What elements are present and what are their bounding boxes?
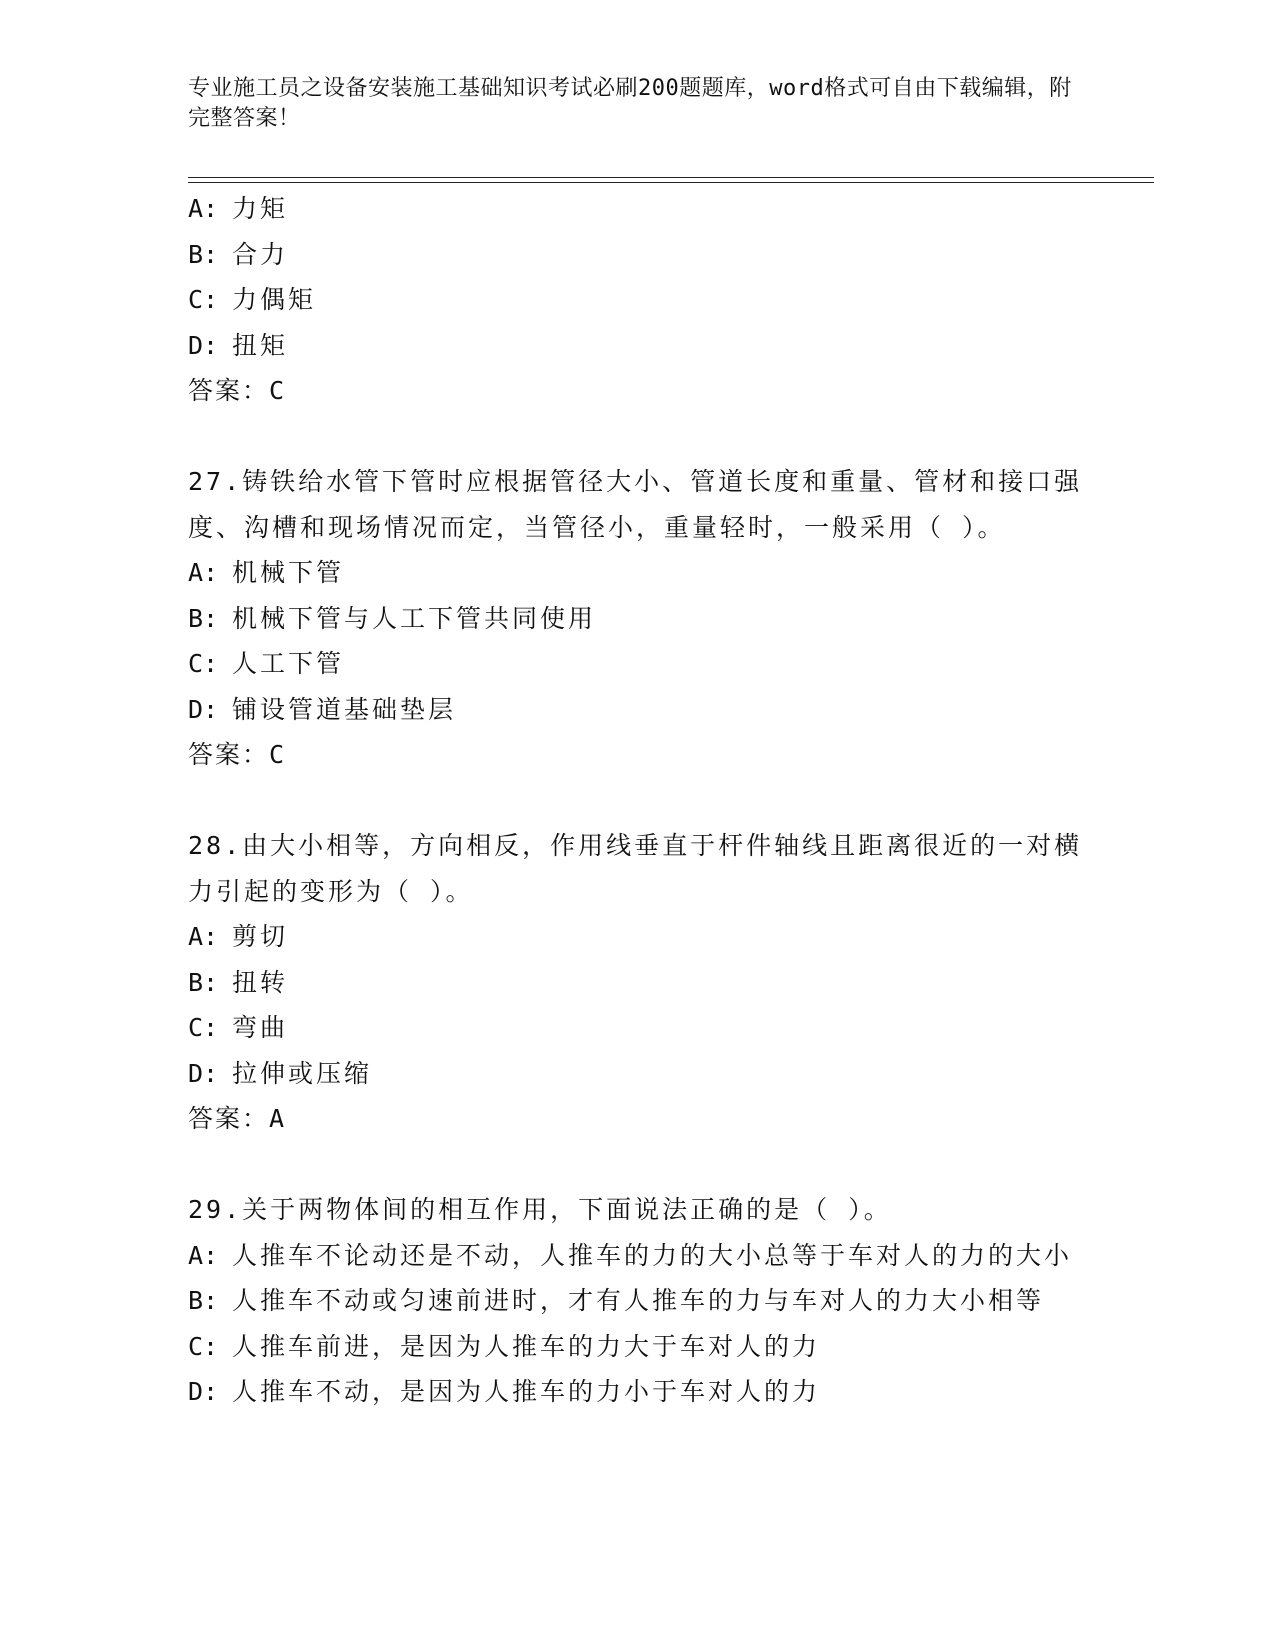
option-c: C: 人推车前进，是因为人推车的力大于车对人的力 (188, 1331, 821, 1361)
question-stem: 27.铸铁给水管下管时应根据管径大小、管道长度和重量、管材和接口强度、沟槽和现场情况而定，当管径小，重量轻时，一般采用（ ）。 (188, 467, 1083, 542)
answer-line: 答案：C (188, 376, 287, 405)
option-b: B: 合力 (188, 239, 289, 269)
question-stem: 29.关于两物体间的相互作用，下面说法正确的是（ ）。 (188, 1195, 892, 1224)
question-29 (188, 1187, 1088, 1415)
option-c: C: 力偶矩 (188, 285, 317, 314)
page-header: 专业施工员之设备安装施工基础知识考试必刷200题题库，word格式可自由下载编辑，附完整答案！ (188, 76, 1072, 131)
option-a: A: 力矩 (188, 194, 289, 223)
question-26 (188, 186, 1088, 414)
option-d: D: 铺设管道基础垫层 (188, 694, 457, 724)
spacer (188, 414, 1088, 460)
option-b: B: 机械下管与人工下管共同使用 (188, 603, 597, 633)
option-c: C: 人工下管 (188, 649, 345, 678)
question-27 (188, 459, 1088, 778)
questions-content (188, 186, 1088, 1415)
option-c: C: 弯曲 (188, 1013, 289, 1042)
option-d: D: 拉伸或压缩 (188, 1058, 373, 1088)
option-b: B: 人推车不动或匀速前进时，才有人推车的力与车对人的力大小相等 (188, 1286, 1045, 1315)
spacer (188, 778, 1088, 824)
option-b: B: 扭转 (188, 967, 289, 997)
option-d: D: 扭矩 (188, 330, 289, 360)
spacer (188, 1142, 1088, 1188)
option-a: A: 机械下管 (188, 558, 345, 587)
question-28 (188, 823, 1088, 1142)
answer-line: 答案：C (188, 740, 287, 769)
option-a: A: 人推车不论动还是不动，人推车的力的大小总等于车对人的力的大小 (188, 1240, 1073, 1270)
answer-line: 答案：A (188, 1104, 287, 1133)
option-a: A: 剪切 (188, 922, 289, 951)
option-d: D: 人推车不动，是因为人推车的力小于车对人的力 (188, 1377, 821, 1406)
header-rule-bottom (188, 182, 1154, 183)
header-rule-top (188, 177, 1154, 178)
question-stem: 28.由大小相等，方向相反，作用线垂直于杆件轴线且距离很近的一对横力引起的变形为（ ）。 (188, 831, 1083, 906)
